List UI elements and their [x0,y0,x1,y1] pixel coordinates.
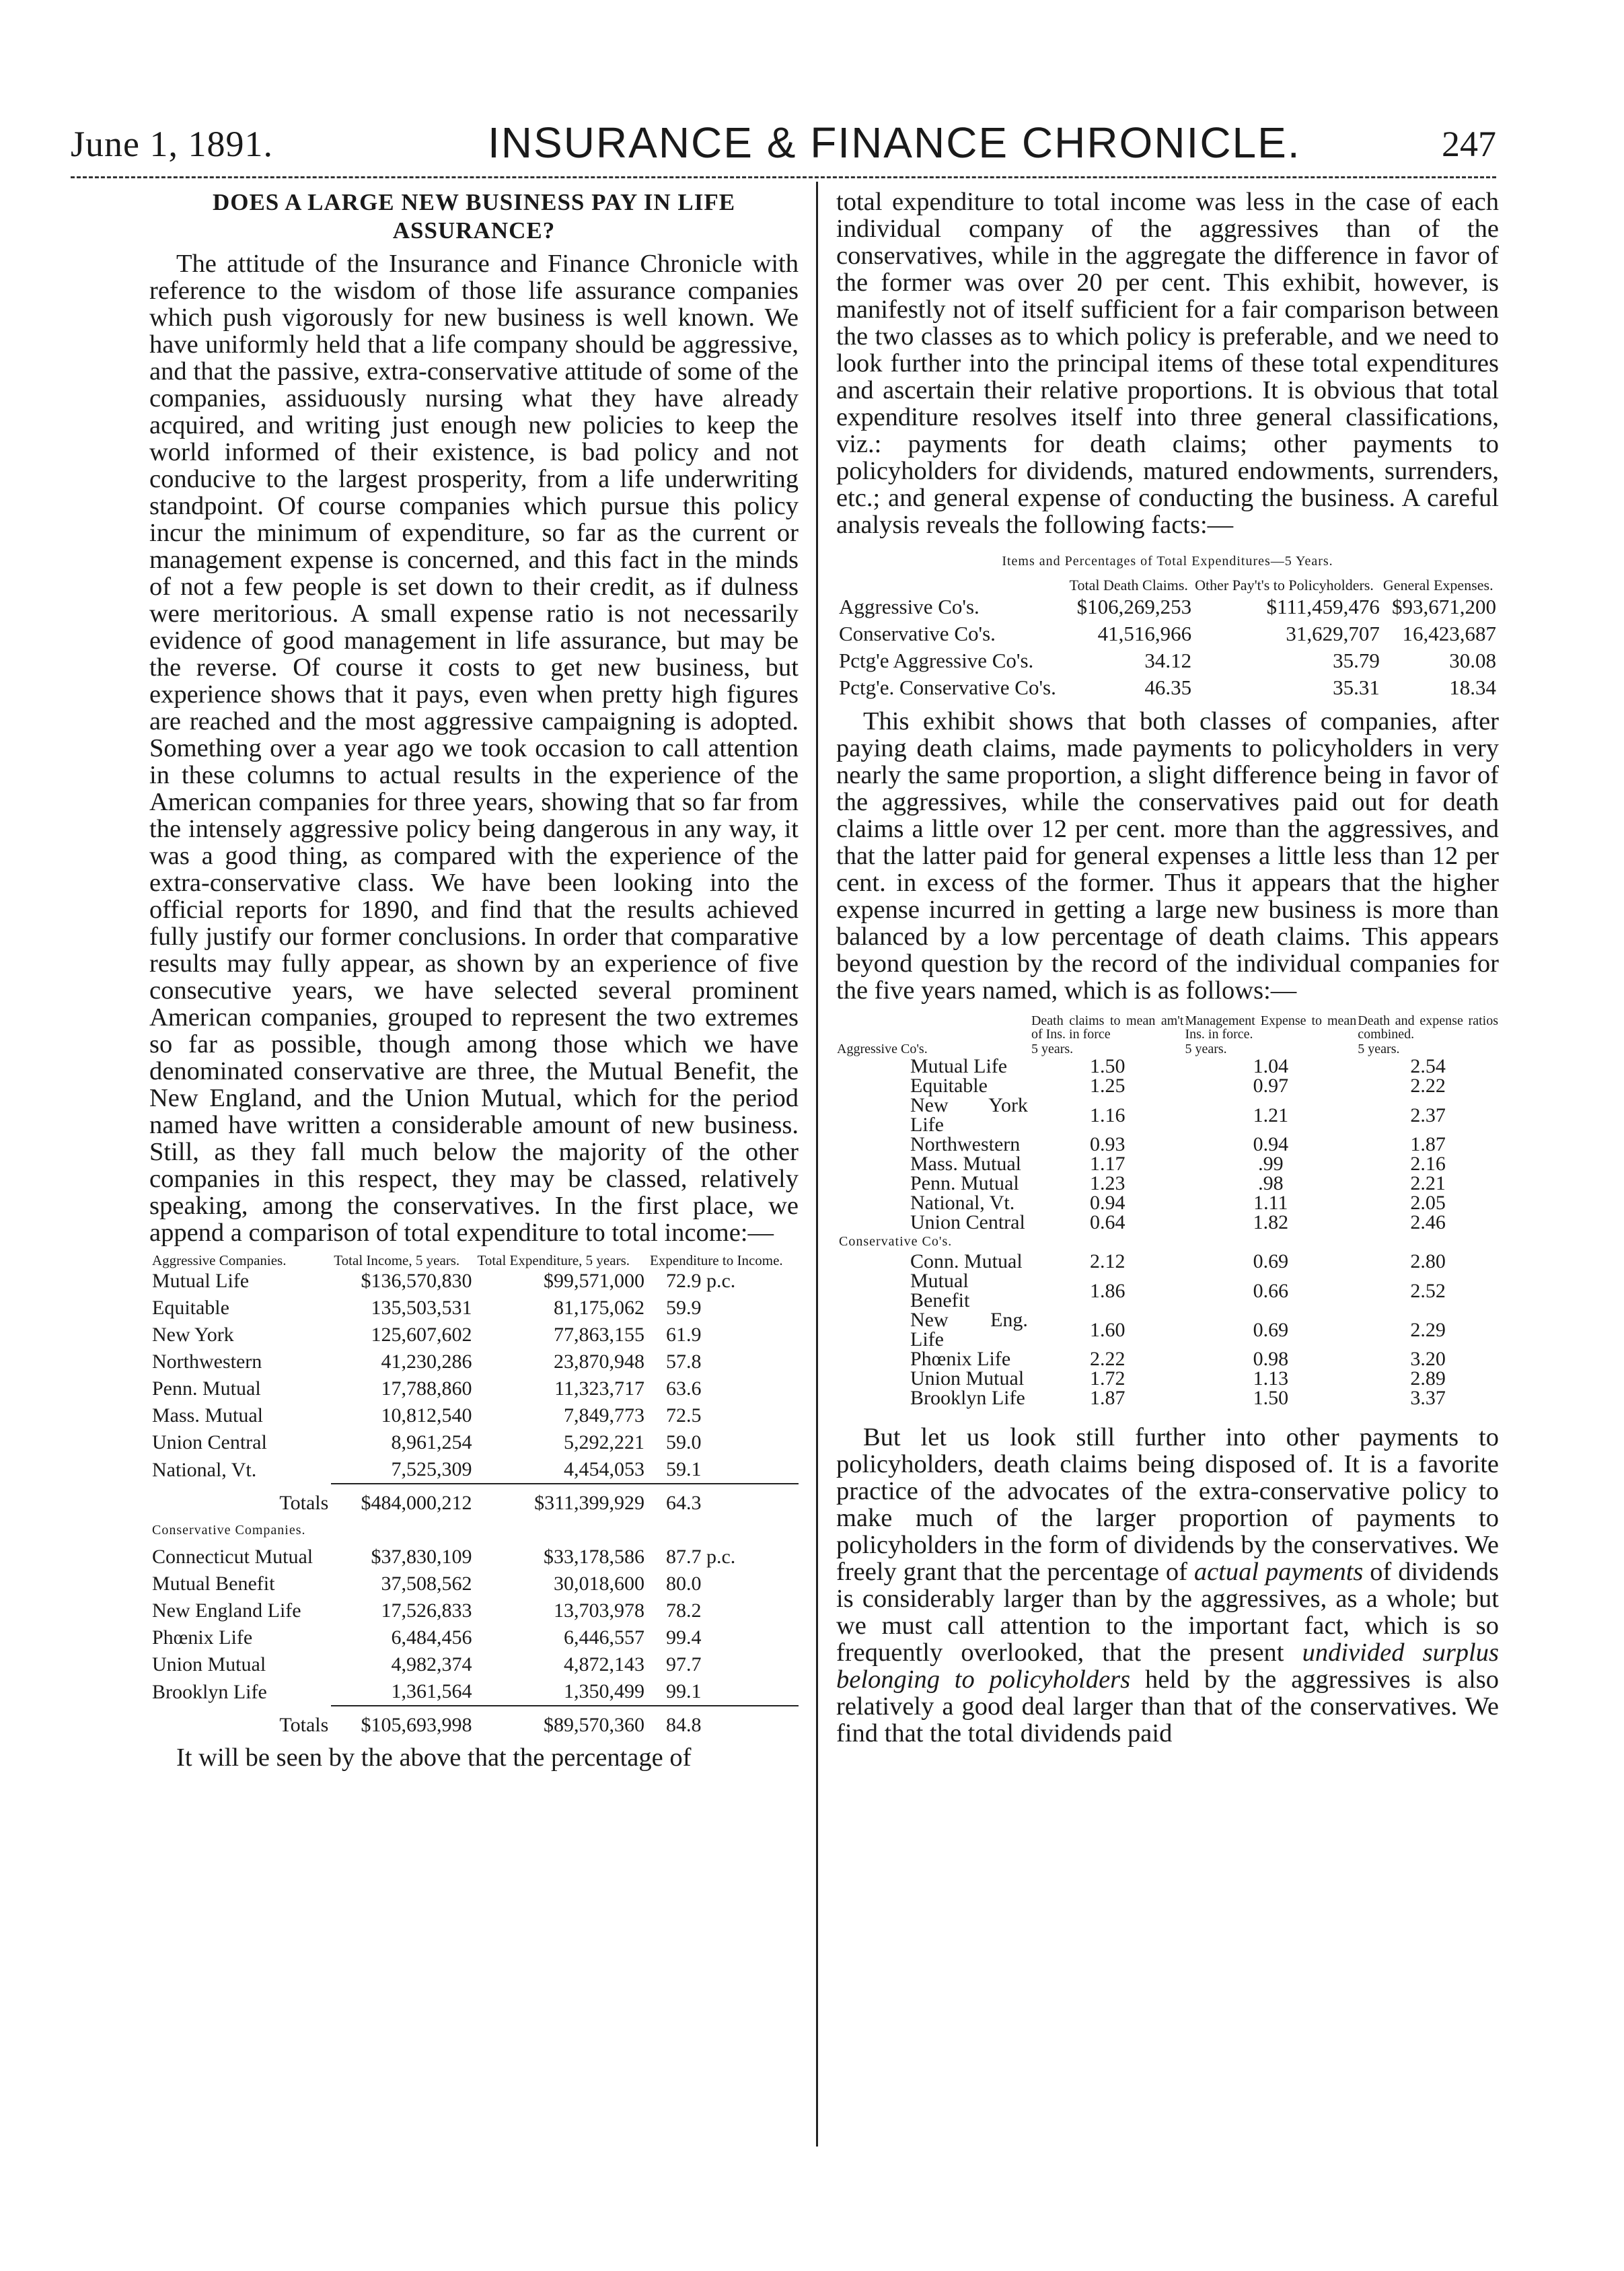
table-cell: 2.22 [1410,1075,1446,1097]
table-cell: 0.69 [1253,1318,1289,1341]
company-name: Connecticut Mutual [152,1546,313,1568]
company-name: Mutual Benefit [152,1573,275,1595]
table-cell: 4,872,143 [563,1653,644,1675]
company-name: National, Vt. [152,1458,257,1481]
table-cell: 30.08 [1449,649,1496,672]
table-total-row [149,1484,799,1517]
table-cell: 18.34 [1449,676,1496,699]
header-rule [71,176,1496,178]
table-row [149,1624,799,1651]
table-header: Death claims to mean am't of Ins. in force [1031,1013,1184,1042]
table-cell: 125,607,602 [371,1324,472,1346]
company-name: Mass. Mutual [152,1404,263,1427]
table-cell: 0.94 [1089,1192,1125,1214]
table-row [836,1154,1499,1174]
table-row [149,1597,799,1624]
table-cell: 0.64 [1089,1211,1125,1233]
expenditure-items-table [836,577,1499,701]
table-row [836,1076,1499,1095]
table-cell: 1,350,499 [563,1680,644,1702]
table-cell: 11,323,717 [554,1377,644,1400]
total-label: Totals [279,1491,329,1514]
table-header: Total Expenditure, 5 years. [477,1252,630,1268]
section-heading: Aggressive Co's. [837,1042,928,1056]
table-row [836,1271,1499,1310]
article-paragraph-3: This exhibit shows that both classes of companies, after paying death claims, made payments to policyholders in very nearly the same proportion, a slight difference being in favor of the aggressives, while the conservatives paid out for death claims a little over 12 per cent. more than the aggressives, and that the latter paid for general expenses a little less than 12 per cent. in excess of the former. Thus it appears that the higher expense incurred in getting a large new business is more than balanced by a low percentage of death claims. This appears beyond question by the record of the individual companies for the five years named, which is as follows:— [836,707,1499,1005]
expenditure-income-table [149,1253,799,1739]
paragraph-text: But let us look still further into other payments to policyholders, death claims being disposed of. It is a favorite practice of the advocates of the extra-conservative policy to make much of the larger proportion of payments to policyholders in the form of dividends by the conservatives. We freely grant that the percentage of [836,1423,1499,1586]
company-name: Northwestern [152,1350,262,1373]
table-cell: 2.12 [1089,1250,1125,1272]
table-cell: 2.29 [1410,1318,1446,1341]
publication-title: INSURANCE & FINANCE CHRONICLE. [488,118,1301,167]
table-cell: 0.66 [1253,1279,1289,1302]
table-header [836,577,1069,593]
company-name: Union Mutual [910,1367,1025,1390]
table-cell: 2.52 [1410,1279,1446,1302]
table-cell: 72.9 p.c. [665,1270,736,1292]
table-cell: 2.54 [1410,1055,1446,1077]
table-row [836,1388,1499,1408]
issue-date: June 1, 1891. [71,124,273,164]
table-cell: 1.13 [1253,1367,1289,1390]
table-cell: $99,571,000 [543,1270,644,1292]
table-subheader: 5 years. [1031,1042,1074,1056]
table-cell: 1.60 [1089,1318,1125,1341]
company-name: Aggressive Co's. [839,595,980,618]
table-cell: 1.72 [1089,1367,1125,1390]
table-header [836,1013,1031,1042]
table-cell: 1.50 [1089,1055,1125,1077]
table-cell: 1.16 [1089,1104,1125,1126]
table-caption: Items and Percentages of Total Expenditures—5 Years. [1002,554,1333,569]
table-row [149,1348,799,1375]
paragraph-text: of dividends is considerably larger than by the aggressives, as a whole; but we must call attention to the important fact, which is so frequently overlooked, that the present [836,1558,1499,1667]
table-cell: 2.37 [1410,1104,1446,1126]
page-header [71,111,1496,178]
table-row [149,1322,799,1348]
table-cell: 5,292,221 [563,1431,644,1453]
article-paragraph-2-cont: total expenditure to total income was less in the case of each individual company of the aggressives than of the conservatives, while in the aggregate the difference in favor of the former was over 20 per cent. This exhibit, however, is manifestly not of itself sufficient for a fair comparison between the two classes as to which policy is preferable, and we need to look further into the principal items of these total expenditures and ascertain their relative proportions. It is obvious that total expenditure resolves itself into three general classifications, viz.: payments for death claims; other payments to policyholders for dividends, matured endowments, surrenders, etc.; and general expense of conducting the business. A careful analysis reveals the following facts:— [836,188,1499,539]
table-cell: 4,982,374 [391,1653,472,1675]
table-cell: 0.94 [1253,1133,1289,1155]
company-name: Phœnix Life [152,1626,253,1649]
expenditure-items-rows [836,593,1499,701]
table-row [836,674,1499,701]
table-cell: 61.9 [665,1324,702,1346]
company-name: Pctg'e. Conservative Co's. [839,676,1056,699]
table-cell: 97.7 [665,1653,702,1675]
table-cell: 1.86 [1089,1279,1125,1302]
table-cell: 1.50 [1253,1387,1289,1409]
table-cell: 59.0 [665,1431,702,1453]
table-header: Total Income, 5 years. [334,1252,460,1268]
table-cell: 1.82 [1253,1211,1289,1233]
article-paragraph-2-start: It will be seen by the above that the percentage of [176,1743,692,1772]
total-value: $484,000,212 [331,1484,474,1517]
table-header: Total Death Claims. [1069,577,1188,593]
table-cell: 78.2 [665,1599,702,1622]
table-cell: 3.20 [1410,1348,1446,1370]
table-cell: 6,484,456 [391,1626,472,1649]
table-row [836,1310,1499,1349]
company-name: Northwestern [910,1133,1021,1155]
table-row [836,593,1499,620]
article-title: DOES A LARGE NEW BUSINESS PAY IN LIFE ASSURANCE? [212,189,736,244]
table-row [836,1134,1499,1154]
company-name: Equitable [152,1297,229,1319]
table-header: Management Expense to mean Ins. in force. [1185,1013,1357,1042]
table-cell: 0.97 [1253,1075,1289,1097]
total-label: Totals [279,1713,329,1736]
table-cell: 0.98 [1253,1348,1289,1370]
table-cell: 63.6 [665,1377,702,1400]
table-cell: 80.0 [665,1573,702,1595]
table-subheader: 5 years. [1358,1042,1400,1056]
table-cell: 135,503,531 [371,1297,472,1319]
company-name: Equitable [910,1075,988,1097]
table-cell: 13,703,978 [553,1599,644,1622]
company-name: Mutual Life [152,1270,250,1292]
table-cell: 77,863,155 [553,1324,644,1346]
company-name: Mass. Mutual [910,1153,1021,1175]
table-cell: 2.22 [1089,1348,1125,1370]
company-name: Mutual Life [910,1055,1008,1077]
table-cell: .98 [1258,1172,1284,1194]
table-cell: 4,454,053 [563,1458,644,1480]
conservative-ratio-rows [836,1252,1499,1408]
table-row [149,1402,799,1429]
table-cell: 1.04 [1253,1055,1289,1077]
table-cell: $33,178,586 [543,1546,644,1568]
table-cell: 2.21 [1410,1172,1446,1194]
table-row [149,1375,799,1402]
table-cell: 41,230,286 [381,1350,472,1373]
company-name: Brooklyn Life [910,1387,1025,1409]
table-header: Other Pay't's to Policyholders. [1195,577,1374,593]
company-name: National, Vt. [910,1192,1015,1214]
table-cell: .99 [1258,1153,1284,1175]
table-row [149,1456,799,1484]
company-name: Union Central [152,1431,267,1453]
table-cell: 1.21 [1253,1104,1289,1126]
table-cell: 34.12 [1144,649,1192,672]
section-heading: Conservative Companies. [152,1523,306,1538]
table-row [149,1678,799,1706]
company-name: Conservative Co's. [839,622,996,645]
table-row [836,1369,1499,1388]
table-cell: 1.25 [1089,1075,1125,1097]
table-cell: 2.16 [1410,1153,1446,1175]
company-name: Union Mutual [152,1653,266,1675]
table-row [836,1213,1499,1232]
table-cell: 1.11 [1253,1192,1288,1214]
table-cell: 1.17 [1089,1153,1125,1175]
table-cell: 41,516,966 [1097,622,1192,645]
table-cell: 0.69 [1253,1250,1289,1272]
table-cell: 6,446,557 [563,1626,644,1649]
table-cell: 2.46 [1410,1211,1446,1233]
company-name: Brooklyn Life [152,1680,267,1703]
table-header: Aggressive Companies. [152,1252,287,1268]
table-cell: 16,423,687 [1402,622,1496,645]
company-name: Penn. Mutual [910,1172,1019,1194]
table-cell: 87.7 p.c. [665,1546,736,1568]
table-row [836,620,1499,647]
company-name: New York Life [910,1094,1028,1136]
table-cell: 8,961,254 [391,1431,472,1453]
table-cell: 17,526,833 [381,1599,472,1622]
paragraph-text: held by the aggressives is also relatively a good deal larger than that of the conservatives. We find that the total dividends paid [836,1665,1499,1747]
table-cell: 1.87 [1089,1387,1125,1409]
table-row [836,1252,1499,1271]
company-name: Conn. Mutual [910,1250,1023,1272]
table-cell: 17,788,860 [381,1377,472,1400]
table-row [836,1193,1499,1213]
table-cell: 99.1 [665,1680,702,1702]
table-cell: 30,018,600 [553,1573,644,1595]
table-cell: 31,629,707 [1286,622,1380,645]
table-row [836,1174,1499,1193]
total-value: $89,570,360 [474,1706,647,1739]
table-cell: $93,671,200 [1392,595,1496,618]
table-cell: 2.80 [1410,1250,1446,1272]
table-row [149,1544,799,1571]
table-cell: 1,361,564 [391,1680,472,1702]
aggressive-ratio-rows [836,1056,1499,1232]
table-cell: 81,175,062 [553,1297,644,1319]
table-row [836,1095,1499,1134]
ratio-table [836,1013,1499,1408]
table-total-row [149,1706,799,1739]
table-cell: 7,525,309 [391,1458,472,1480]
article-paragraph-1: The attitude of the Insurance and Finance Chronicle with reference to the wisdom of those life assurance companies which push vigorously for new business is well known. We have uniformly held that a life company should be aggressive, and that the passive, extra-conservative attitude of some of the companies, assiduously nursing what they have already acquired, and writing just enough new policies to keep the world informed of their existence, is bad policy and not conducive to the largest prosperity, from a life underwriting standpoint. Of course companies which pursue this policy incur the minimum of expenditure, so far as the current or management expense is concerned, and this fact in the minds of not a few people is set down to their credit, as if dulness were meritorious. A small expense ratio is not necessarily evidence of good management in life assurance, but may be the reverse. Of course it costs to get new business, but experience shows that it pays, even when pretty high figures are reached and the most aggressive campaigning is adopted. Something over a year ago we took occasion to call attention in these columns to actual results in the experience of the American companies for three years, showing that so far from the intensely aggressive policy being dangerous in any way, it was a good thing, as compared with the experience of the extra-conservative class. We have been looking into the official reports for 1890, and find that the results achieved fully justify our former conclusions. In order that comparative results may fully appear, as shown by an experience of five consecutive years, we have selected several prominent American companies, grouped to represent the two extremes so far as possible, though among those which we have denominated conservative are three, the Mutual Benefit, the New England, and the Union Mutual, which for the period named have written a considerable amount of new business. Still, as they fall much below the majority of the other companies in this respect, they may be classed, relatively speaking, among the conservatives. In the first place, we append a comparison of total expenditure to total income:— [149,250,799,1247]
table-cell: $111,459,476 [1266,595,1380,618]
table-header: Death and expense ratios combined. [1358,1013,1498,1042]
table-header: General Expenses. [1382,577,1493,593]
table-row [149,1651,799,1678]
table-cell: 37,508,562 [381,1573,472,1595]
company-name: Pctg'e Aggressive Co's. [839,649,1034,672]
total-value: $105,693,998 [331,1706,474,1739]
right-column [836,188,1499,1747]
table-cell: $136,570,830 [361,1270,472,1292]
table-cell: 72.5 [665,1404,702,1427]
table-cell: 1.87 [1410,1133,1446,1155]
company-name: New York [152,1324,234,1346]
table-header: Expenditure to Income. [649,1252,783,1268]
table-cell: 35.79 [1333,649,1380,672]
table-cell: 2.05 [1410,1192,1446,1214]
table-cell: 59.1 [665,1458,702,1480]
table-row [149,1571,799,1597]
page-number: 247 [1442,124,1496,164]
total-value: 64.3 [647,1484,799,1517]
table-row [149,1429,799,1456]
table-row [836,647,1499,674]
table-row [836,1349,1499,1369]
column-divider [816,182,818,2147]
company-name: Mutual Benefit [910,1270,970,1311]
table-cell: 2.89 [1410,1367,1446,1390]
table-cell: 23,870,948 [553,1350,644,1373]
table-row [149,1295,799,1322]
table-subheader: 5 years. [1185,1042,1227,1056]
table-cell: 3.37 [1410,1387,1446,1409]
company-name: New England Life [152,1599,301,1622]
table-cell: 0.93 [1089,1133,1125,1155]
table-cell: 10,812,540 [381,1404,472,1427]
table-cell: $106,269,253 [1076,595,1192,618]
table-cell: 1.23 [1089,1172,1125,1194]
conservative-rows [149,1544,799,1706]
article-paragraph-4 [836,1424,1499,1747]
table-cell: 46.35 [1144,676,1192,699]
table-cell: 7,849,773 [563,1404,644,1427]
company-name: Union Central [910,1211,1025,1233]
left-column [149,188,799,1771]
total-value: 84.8 [647,1706,799,1739]
table-cell: 59.9 [665,1297,702,1319]
emphasis-text: actual payments [1193,1558,1364,1586]
company-name: Penn. Mutual [152,1377,261,1400]
table-cell: 35.31 [1333,676,1380,699]
table-cell: $37,830,109 [371,1546,472,1568]
total-value: $311,399,929 [474,1484,647,1517]
aggressive-rows [149,1268,799,1484]
company-name: Phœnix Life [910,1348,1011,1370]
table-cell: 57.8 [665,1350,702,1373]
table-row [836,1056,1499,1076]
company-name: New Eng. Life [910,1309,1028,1350]
section-heading: Conservative Co's. [839,1234,953,1249]
table-row [149,1268,799,1295]
table-cell: 99.4 [665,1626,702,1649]
emphasis-text: undivided surplus belonging to policyholders [836,1638,1499,1694]
